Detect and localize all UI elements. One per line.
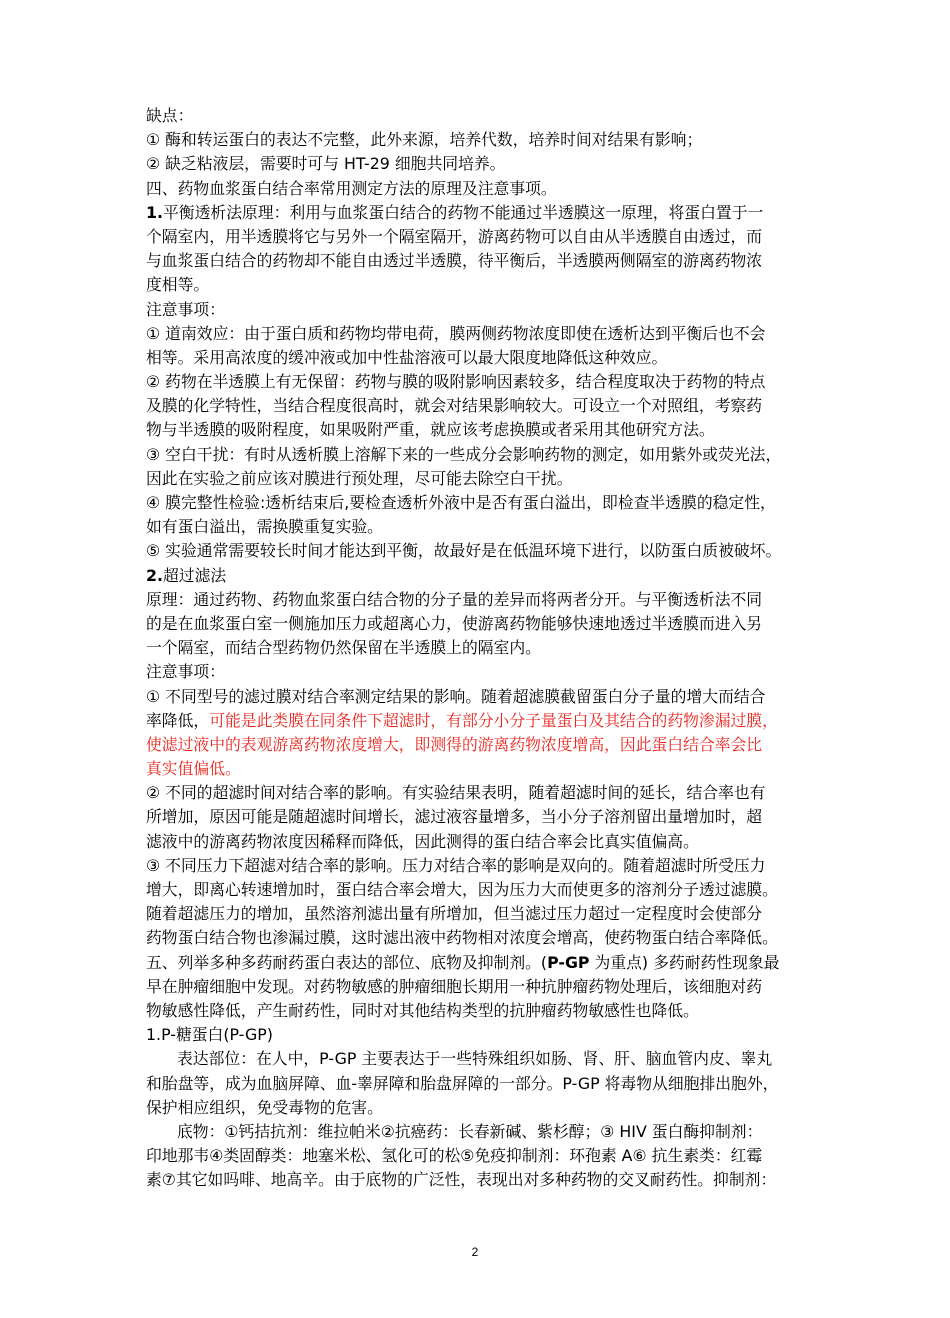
text-segment: 平衡透析法原理：利用与血浆蛋白结合的药物不能通过半透膜这一原理，将蛋白置于一 <box>163 202 764 222</box>
text-line <box>146 805 826 829</box>
text-segment: 物与半透膜的吸附程度，如果吸附严重，就应该考虑换膜或者采用其他研究方法。 <box>146 420 715 440</box>
text-line <box>146 757 826 781</box>
document-page <box>146 104 826 1192</box>
text-line <box>146 249 826 273</box>
text-line <box>146 1072 826 1096</box>
text-segment: 原理：通过药物、药物血浆蛋白结合物的分子量的差异而将两者分开。与平衡透析法不同 <box>146 589 763 609</box>
text-segment: 率降低， <box>146 710 210 730</box>
text-segment: 超过滤法 <box>163 565 227 585</box>
text-segment: 的是在血浆蛋白室一侧施加压力或超离心力，使游离药物能够快速地透过半透膜而进入另 <box>146 613 763 633</box>
text-segment: ② 缺乏粘液层，需要时可与 HT-29 细胞共同培养。 <box>146 154 506 174</box>
text-segment: 缺点： <box>146 106 194 125</box>
text-segment: 为重点) 多药耐药性现象最 <box>589 952 780 972</box>
text-line <box>146 1096 826 1120</box>
text-segment: ② 药物在半透膜上有无保留：药物与膜的吸附影响因素较多，结合程度取决于药物的特点 <box>146 372 766 392</box>
text-line <box>146 539 826 563</box>
text-segment: 2. <box>146 565 163 585</box>
text-segment: 个隔室内，用半透膜将它与另外一个隔室隔开，游离药物可以自由从半透膜自由透过，而 <box>146 226 763 246</box>
text-line <box>146 733 826 757</box>
text-segment: P-GP <box>547 952 590 972</box>
text-line <box>146 1023 826 1047</box>
page-number: 2 <box>471 1245 479 1259</box>
text-segment: 早在肿瘤细胞中发现。对药物敏感的肿瘤细胞长期用一种抗肿瘤药物处理后，该细胞对药 <box>146 976 763 996</box>
text-segment: ① 道南效应：由于蛋白质和药物均带电荷，膜两侧药物浓度即使在透析达到平衡后也不会 <box>146 323 766 343</box>
text-line <box>146 1144 826 1168</box>
text-segment: 及膜的化学特性，当结合程度很高时，就会对结果影响较大。可设立一个对照组，考察药 <box>146 396 763 416</box>
text-line <box>146 999 826 1023</box>
text-segment: 注意事项： <box>146 662 225 682</box>
text-segment: 滤液中的游离药物浓度因稀释而降低，因此测得的蛋白结合率会比真实值偏高。 <box>146 831 699 851</box>
text-segment: ① 不同型号的滤过膜对结合率测定结果的影响。随着超滤膜截留蛋白分子量的增大而结合 <box>146 686 766 706</box>
text-line <box>146 298 826 322</box>
text-line <box>146 128 826 152</box>
text-segment: ③ 不同压力下超滤对结合率的影响。压力对结合率的影响是双向的。随着超滤时所受压力 <box>146 855 766 875</box>
text-line <box>146 225 826 249</box>
text-line <box>146 878 826 902</box>
text-line <box>146 394 826 418</box>
text-line <box>146 975 826 999</box>
text-segment: 底物：①钙拮抗剂：维拉帕米②抗癌药：长春新碱、紫杉醇；③ HIV 蛋白酶抑制剂： <box>177 1121 763 1141</box>
text-line <box>146 685 826 709</box>
text-line <box>146 854 826 878</box>
text-line <box>146 951 826 975</box>
highlighted-text: 使滤过液中的表观游离药物浓度增大，即测得的游离药物浓度增高，因此蛋白结合率会比 <box>146 734 763 754</box>
text-segment: 和胎盘等，成为血脑屏障、血-睾屏障和胎盘屏障的一部分。P-GP 将毒物从细胞排出胞外， <box>146 1073 779 1093</box>
text-segment: 保护相应组织，免受毒物的危害。 <box>146 1097 383 1117</box>
text-line <box>146 564 826 588</box>
text-line <box>146 781 826 805</box>
text-segment: 1. <box>146 202 163 222</box>
text-segment: 1.P-糖蛋白(P-GP) <box>146 1025 273 1045</box>
text-segment: 四、药物血浆蛋白结合率常用测定方法的原理及注意事项。 <box>146 178 557 198</box>
text-segment: 一个隔室，而结合型药物仍然保留在半透膜上的隔室内。 <box>146 638 541 658</box>
text-line <box>146 902 826 926</box>
text-line <box>146 346 826 370</box>
text-line <box>146 467 826 491</box>
text-line <box>146 201 826 225</box>
text-segment: 度相等。 <box>146 275 210 295</box>
text-segment: 与血浆蛋白结合的药物却不能自由透过半透膜，待平衡后，半透膜两侧隔室的游离药物浓 <box>146 251 763 271</box>
text-line <box>146 177 826 201</box>
text-segment: ① 酶和转运蛋白的表达不完整，此外来源，培养代数，培养时间对结果有影响； <box>146 130 703 150</box>
text-segment: 增大，即离心转速增加时，蛋白结合率会增大，因为压力大而使更多的溶剂分子透过滤膜。 <box>146 880 778 899</box>
text-line <box>146 1120 826 1144</box>
text-line <box>146 322 826 346</box>
text-line <box>146 636 826 660</box>
text-line <box>146 588 826 612</box>
text-line <box>146 273 826 297</box>
text-line <box>146 104 826 128</box>
text-line <box>146 491 826 515</box>
text-segment: 物敏感性降低，产生耐药性，同时对其他结构类型的抗肿瘤药物敏感性也降低。 <box>146 1000 699 1020</box>
text-line <box>146 709 826 733</box>
text-segment: 五、列举多种多药耐药蛋白表达的部位、底物及抑制剂。( <box>146 952 548 972</box>
text-segment: 因此在实验之前应该对膜进行预处理，尽可能去除空白干扰。 <box>146 468 573 488</box>
text-segment: 药物蛋白结合物也渗漏过膜，这时滤出液中药物相对浓度会增高，使药物蛋白结合率降低。 <box>146 928 778 948</box>
text-line <box>146 1047 826 1071</box>
text-line <box>146 418 826 442</box>
text-segment: 随着超滤压力的增加，虽然溶剂滤出量有所增加，但当滤过压力超过一定程度时会使部分 <box>146 904 763 924</box>
text-segment: ② 不同的超滤时间对结合率的影响。有实验结果表明，随着超滤时间的延长，结合率也有 <box>146 783 766 803</box>
highlighted-text: 可能是此类膜在同条件下超滤时，有部分小分子量蛋白及其结合的药物渗漏过膜， <box>209 710 778 730</box>
text-line <box>146 926 826 950</box>
text-line <box>146 443 826 467</box>
highlighted-text: 真实值偏低。 <box>146 759 241 779</box>
text-line <box>146 830 826 854</box>
text-line <box>146 612 826 636</box>
text-segment: 注意事项： <box>146 299 225 319</box>
text-line <box>146 1168 826 1192</box>
text-line <box>146 152 826 176</box>
text-line <box>146 660 826 684</box>
text-segment: ③ 空白干扰：有时从透析膜上溶解下来的一些成分会影响药物的测定，如用紫外或荧光法， <box>146 444 782 464</box>
text-segment: 所增加，原因可能是随超滤时间增长，滤过液容量增多，当小分子溶剂留出量增加时，超 <box>146 807 763 827</box>
text-segment: 如有蛋白溢出，需换膜重复实验。 <box>146 517 383 537</box>
text-segment: 印地那韦④类固醇类：地塞米松、氢化可的松⑤免疫抑制剂：环孢素 A⑥ 抗生素类：红霉 <box>146 1146 763 1166</box>
text-segment: ⑤ 实验通常需要较长时间才能达到平衡，故最好是在低温环境下进行，以防蛋白质被破坏。 <box>146 541 782 561</box>
text-segment: 相等。采用高浓度的缓冲液或加中性盐溶液可以最大限度地降低这种效应。 <box>146 347 668 367</box>
text-line <box>146 370 826 394</box>
text-segment: 素⑦其它如吗啡、地高辛。由于底物的广泛性，表现出对多种药物的交叉耐药性。抑制剂： <box>146 1170 777 1190</box>
text-segment: 表达部位：在人中，P-GP 主要表达于一些特殊组织如肠、肾、肝、脑血管内皮、睾丸 <box>177 1049 773 1069</box>
text-segment: ④ 膜完整性检验:透析结束后,要检查透析外液中是否有蛋白溢出，即检查半透膜的稳定性， <box>146 493 776 512</box>
text-line <box>146 515 826 539</box>
